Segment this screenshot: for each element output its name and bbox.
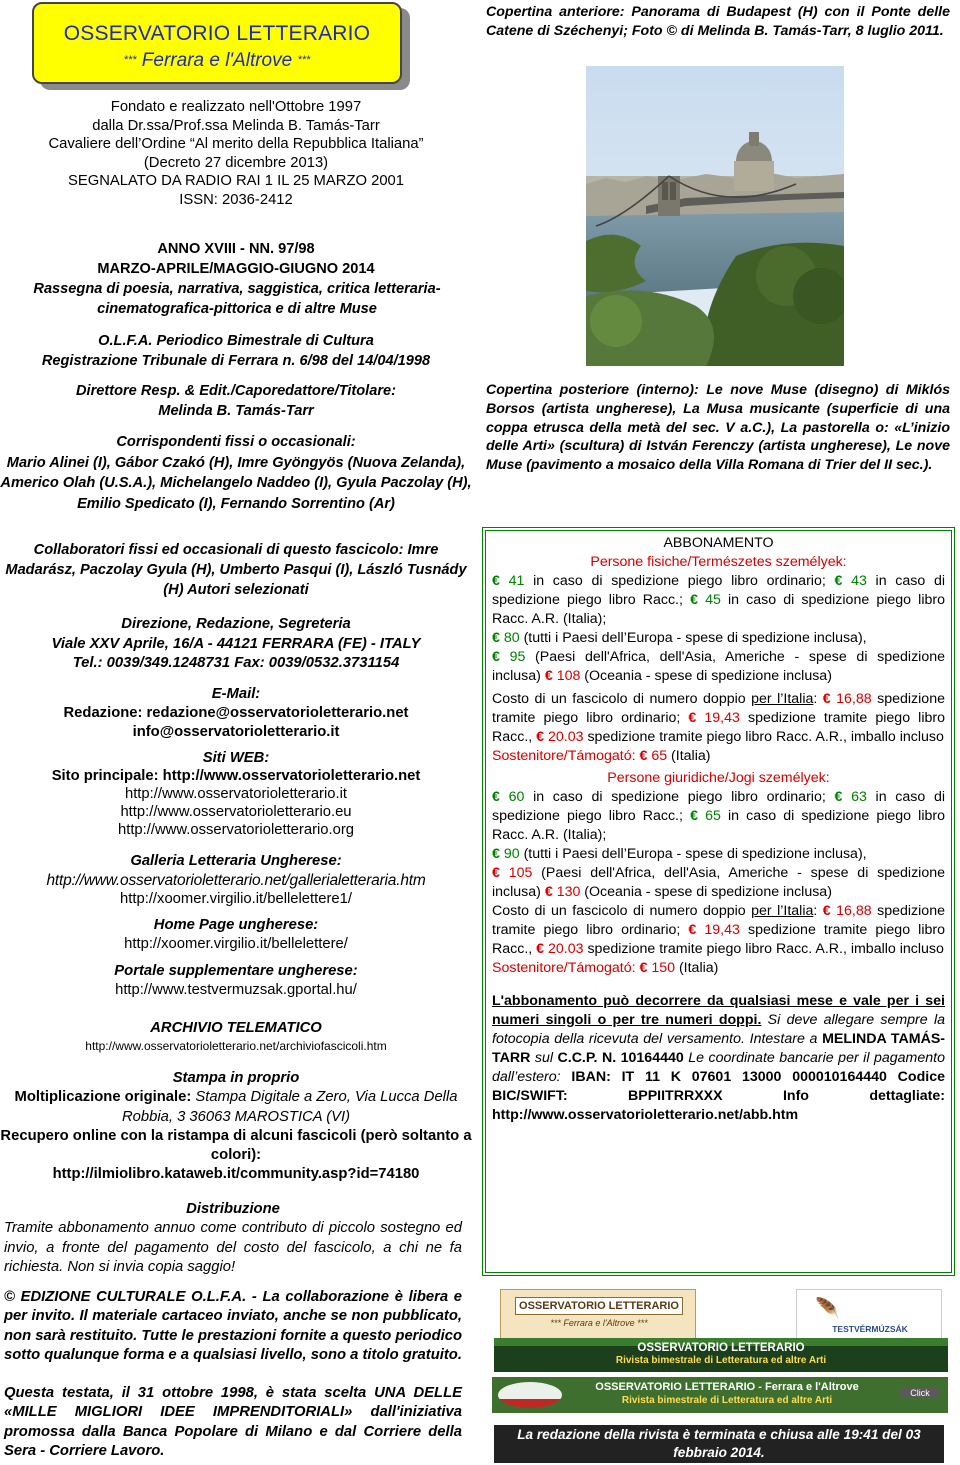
director-block bbox=[0, 381, 472, 421]
reprint-note: Recupero online con la ristampa di alcuni fascicoli (però soltanto a colori): bbox=[0, 1127, 472, 1164]
correspondents-block bbox=[0, 432, 472, 514]
feather-icon: 🪶 bbox=[815, 1298, 840, 1320]
euro-icon: € bbox=[690, 592, 698, 608]
euro-icon: € bbox=[544, 668, 553, 684]
ccp-number: C.C.P. N. 10164440 bbox=[557, 1050, 684, 1066]
click-tag: Click bbox=[900, 1388, 940, 1398]
subscription-validity: L'abbonamento può decorrere da qualsiasi mese e vale per i sei numeri singoli o per tre numeri doppi. bbox=[492, 993, 945, 1028]
euro-icon: € bbox=[492, 630, 500, 646]
gallery-heading: Galleria Letteraria Ungherese: bbox=[130, 853, 342, 869]
issue-number: ANNO XVIII - NN. 97/98 bbox=[157, 241, 315, 257]
websites-heading: Siti WEB: bbox=[202, 750, 270, 766]
euro-icon: € bbox=[492, 649, 500, 665]
subscription-box bbox=[482, 527, 955, 1276]
payee: MELINDA TAMÁS-TARR bbox=[492, 1031, 946, 1066]
correspondents-heading: Corrispondenti fissi o occasionali: bbox=[116, 434, 356, 450]
issue-block bbox=[0, 239, 472, 279]
registration-block bbox=[0, 331, 472, 371]
periodical-type: O.L.F.A. Periodico Bimestrale di Cultura bbox=[98, 333, 374, 349]
flag-icon bbox=[498, 1382, 562, 1408]
masthead bbox=[32, 2, 402, 84]
issue-period: MARZO-APRILE/MAGGIO-GIUGNO 2014 bbox=[97, 261, 375, 277]
issn: ISSN: 2036-2412 bbox=[179, 191, 293, 208]
front-cover-caption: Copertina anteriore: Panorama di Budapest (H) con il Ponte delle Catene di Széchenyi; Foto © di Melinda B. Tamás-Tarr, 8 luglio 2011. bbox=[486, 4, 950, 39]
printing-heading: Stampa in proprio bbox=[172, 1070, 300, 1086]
gallery-link[interactable]: http://www.osservatorioletterario.net/gallerialetteraria.htm bbox=[46, 872, 426, 889]
founding-line: (Decreto 27 dicembre 2013) bbox=[143, 154, 329, 171]
legal-heading: Persone giuridiche/Jogi személyek: bbox=[607, 770, 830, 786]
subscription-notes: L'abbonamento può decorrere da qualsiasi mese e vale per i sei numeri singoli o per tre numeri doppi. Si deve allegare sempre la fotocopia della ricevuta del versamento. Intestare a MELINDA TAMÁS-TARR sul C.C.P. N. 10164440 Le coordinate bancarie per il pagamento dall’estero: IBAN: IT 11 K 07601 13000 000010164440 Codice BIC/SWIFT: BPPIITRRXXX Info dettagliate: http://www.osservatorioletterario.net/abb.htm bbox=[492, 993, 946, 1123]
director-role: Direttore Resp. & Edit./Caporedattore/Titolare: bbox=[75, 383, 397, 399]
portal-link[interactable]: http://www.testvermuzsak.gportal.hu/ bbox=[115, 982, 357, 998]
banner-osservatorio[interactable]: OSSERVATORIO LETTERARIO *** Ferrara e l'Altrove *** bbox=[500, 1289, 696, 1343]
website-link[interactable]: http://www.osservatorioletterario.org bbox=[117, 822, 355, 838]
archive-block bbox=[0, 1019, 472, 1055]
collaborators: Collaboratori fissi ed occasionali di questo fascicolo: Imre Madarász, Paczolay Gyula (H), Umberto Pasqui (I), László Tusnády (H) Autori selezionati bbox=[5, 542, 467, 598]
contacts-heading: Direzione, Redazione, Segreteria bbox=[121, 616, 351, 632]
reprint-link[interactable]: http://ilmiolibro.kataweb.it/community.asp?id=74180 bbox=[52, 1166, 420, 1183]
website-link[interactable]: http://www.osservatorioletterario.it bbox=[124, 786, 348, 802]
printing-label: Moltiplicazione originale: bbox=[14, 1089, 192, 1106]
correspondents-names: Mario Alinei (I), Gábor Czakó (H), Imre Gyöngyös (Nuova Zelanda), Americo Olah (U.S.A.), Michelangelo Naddeo (I), Gyula Paczolay (H), Emilio Spedicato (I), Fernando Sorrentino (Ar) bbox=[0, 454, 472, 512]
director-name: Melinda B. Tamás-Tarr bbox=[158, 403, 314, 419]
registration: Registrazione Tribunale di Ferrara n. 6/98 del 14/04/1998 bbox=[41, 353, 431, 369]
founding-line: dalla Dr.ssa/Prof.ssa Melinda B. Tamás-Tarr bbox=[92, 117, 380, 134]
closing-note: La redazione della rivista è terminata e chiusa alle 19:41 del 03 febbraio 2014. bbox=[494, 1425, 944, 1463]
iban[interactable]: IBAN: IT 11 K 07601 13000 000010164440 Codice BIC/SWIFT: BPPIITRRXXX Info dettagliate: http://www.osservatorioletterario.net/abb.htm bbox=[492, 1069, 945, 1123]
issue-description: Rassegna di poesia, narrativa, saggistica, critica letteraria-cinematografica-pittorica e di altre Muse bbox=[33, 281, 441, 317]
masthead-title: OSSERVATORIO LETTERARIO bbox=[63, 22, 371, 45]
homepage-link[interactable]: http://xoomer.virgilio.it/bellelettere/ bbox=[124, 936, 348, 952]
address: Viale XXV Aprile, 16/A - 44121 FERRARA (FE) - ITALY bbox=[51, 635, 421, 652]
masthead-subtitle: *** Ferrara e l'Altrove *** bbox=[123, 50, 311, 71]
email-redazione[interactable]: Redazione: redazione@osservatorioletterario.net bbox=[63, 705, 409, 721]
legal-double-issue-cost: Costo di un fascicolo di numero doppio per l’Italia: € 16,88 spedizione tramite piego libro ordinario; € 19,43 spedizione tramite piego libro Racc., € 20.03 spedizione tramite piego libro Racc. A.R., imballo incluso Sostenitore/Támogató: € 150 (Italia) bbox=[492, 903, 945, 976]
banner-click[interactable]: OSSERVATORIO LETTERARIO - Ferrara e l'Altrove Rivista bimestrale di Letteratura ed altre Arti Click bbox=[492, 1377, 948, 1413]
distribution-heading: Distribuzione bbox=[186, 1201, 280, 1217]
founding-block bbox=[0, 98, 472, 210]
websites-block bbox=[0, 749, 472, 839]
persons-heading: Persone fisiche/Természetes személyek: bbox=[590, 554, 847, 570]
editions-text: © EDIZIONE CULTURALE O.L.F.A. - La collaborazione è libera e per invito. Il materiale cartaceo inviato, anche se non pubblicato, non sarà restituito. Tutte le prestazioni fornite a questo periodico sotto qualunque forma e a qualsiasi livello, sono a titolo gratuito. bbox=[4, 1289, 462, 1363]
gallery-block bbox=[0, 852, 472, 909]
supporter-label: Sostenitore/Támogató: bbox=[492, 748, 636, 764]
award-text: Questa testata, il 31 ottobre 1998, è stata scelta UNA DELLE «MILLE MIGLIORI IDEE IMPRENDITORIALI» dall'iniziativa promossa dalla Banca Popolare di Milano e dal Corriere della Sera - Corriere Lavoro. bbox=[4, 1385, 462, 1459]
portal-heading: Portale supplementare ungherese: bbox=[114, 963, 358, 979]
founding-line: Cavaliere dell’Ordine “Al merito della Repubblica Italiana” bbox=[48, 136, 424, 153]
euro-icon: € bbox=[492, 573, 500, 589]
website-main[interactable]: Sito principale: http://www.osservatorioletterario.net bbox=[51, 768, 421, 784]
budapest-chain-bridge-photo bbox=[586, 66, 844, 366]
founding-line: Fondato e realizzato nell'Ottobre 1997 bbox=[110, 99, 362, 115]
phone: Tel.: 0039/349.1248731 Fax: 0039/0532.3731154 bbox=[72, 655, 400, 671]
legal-prices: € 60 in caso di spedizione piego libro ordinario; € 63 in caso di spedizione piego libro Racc.; € 65 in caso di spedizione piego libro Racc. A.R. (Italia); € 90 (tutti i Paesi dell’Europa - spese di spedizione inclusa), € 105 (Paesi dell'Africa, dell'Asia, Americhe - spese di spedizione inclusa) € 130 (Oceania - spese di spedizione inclusa) bbox=[492, 789, 945, 900]
double-issue-cost: Costo di un fascicolo di numero doppio per l’Italia: € 16,88 spedizione tramite piego libro ordinario; € 19,43 spedizione tramite piego libro Racc., € 20.03 spedizione tramite piego libro Racc. A.R., imballo incluso Sostenitore/Támogató: € 65 (Italia) bbox=[492, 691, 945, 764]
banner-testvermuzsak[interactable]: 🪶 TESTVÉRMÚZSÁK bbox=[796, 1289, 942, 1341]
email-info[interactable]: info@osservatorioletterario.it bbox=[132, 724, 340, 740]
distribution-block bbox=[4, 1200, 462, 1277]
homepage-block bbox=[0, 916, 472, 954]
homepage-heading: Home Page ungherese: bbox=[153, 917, 319, 933]
printing-text: Stampa Digitale a Zero, Via Lucca Della Robbia, 3 36063 MAROSTICA (VI) bbox=[121, 1089, 458, 1125]
subscription-heading: ABBONAMENTO bbox=[663, 535, 774, 551]
euro-icon: € bbox=[834, 573, 843, 589]
website-link[interactable]: http://www.osservatorioletterario.eu bbox=[120, 804, 352, 820]
back-cover-caption: Copertina posteriore (interno): Le nove Muse (disegno) di Miklós Borsos (artista ungherese), La Musa musicante (superficie di una coppa etrusca della metà del sec. V a.C.), La pastorella o: «L’inizio delle Arti» (scultura) di István Ferenczy (artista ungherese), Le nove Muse (pavimento a mosaico della Villa Romana di Trier del II sec.). bbox=[486, 382, 950, 474]
email-block bbox=[0, 685, 472, 742]
archive-heading: ARCHIVIO TELEMATICO bbox=[150, 1020, 322, 1036]
printing-block bbox=[0, 1069, 472, 1185]
email-heading: E-Mail: bbox=[211, 686, 261, 702]
banner-rivista[interactable]: OSSERVATORIO LETTERARIO Rivista bimestrale di Letteratura ed altre Arti bbox=[494, 1338, 948, 1372]
distribution-text: Tramite abbonamento annuo come contributo di piccolo sostegno ed invio, a fronte del pagamento del costo del fascicolo, a chi ne fa richiesta. Non si invia copia saggio! bbox=[4, 1220, 462, 1275]
portal-block bbox=[0, 962, 472, 1000]
gallery-link-alt[interactable]: http://xoomer.virgilio.it/bellelettere1/ bbox=[120, 891, 352, 907]
contacts-block bbox=[0, 615, 472, 674]
persons-prices: € 41 in caso di spedizione piego libro ordinario; € 43 in caso di spedizione piego libro Racc.; € 45 in caso di spedizione piego libro Racc. A.R. (Italia); € 80 (tutti i Paesi dell’Europa - spese di spedizione inclusa), € 95 (Paesi dell'Africa, dell'Asia, Americhe - spese di spedizione inclusa) € 108 (Oceania - spese di spedizione inclusa) bbox=[492, 573, 945, 684]
founding-line: SEGNALATO DA RADIO RAI 1 IL 25 MARZO 2001 bbox=[67, 173, 405, 190]
archive-link[interactable]: http://www.osservatorioletterario.net/archiviofascicoli.htm bbox=[85, 1039, 387, 1053]
